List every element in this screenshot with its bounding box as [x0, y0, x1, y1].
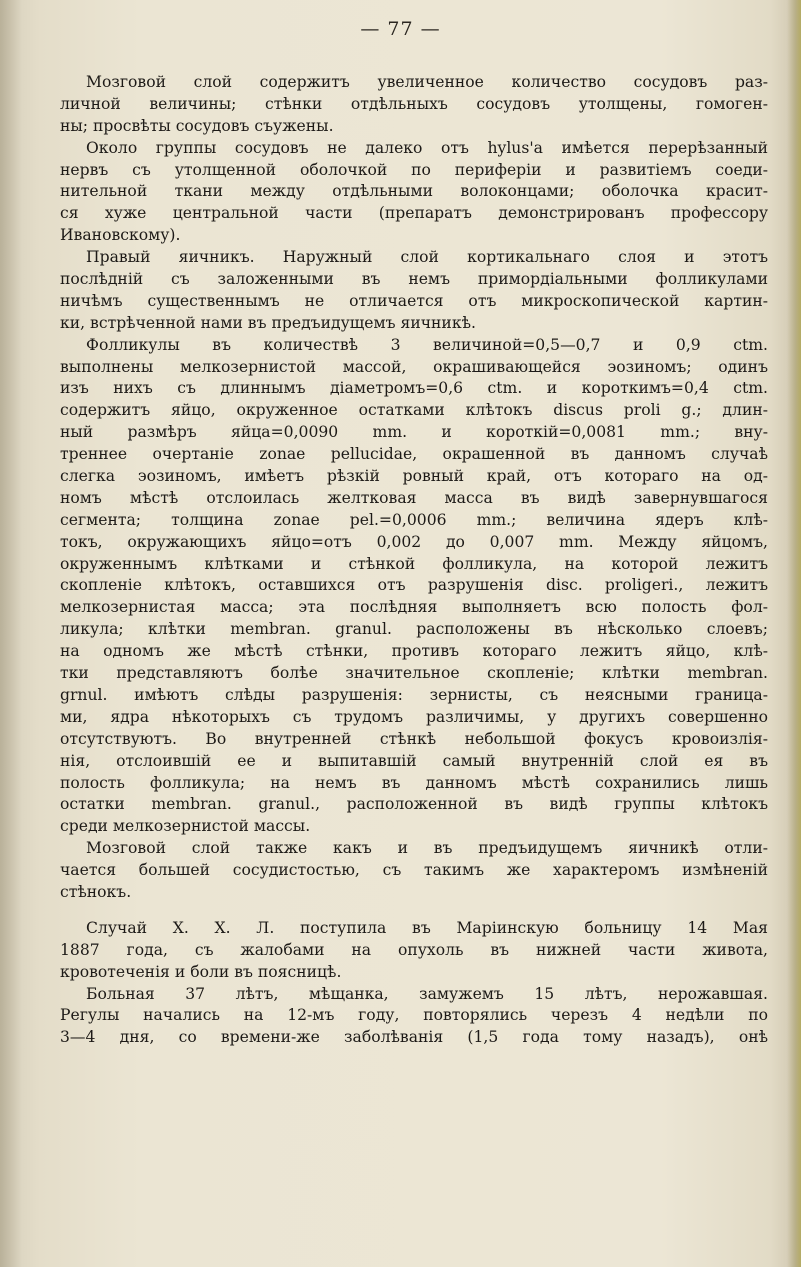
text-line: 1887 года, съ жалобами на опухоль въ нижней части живота,	[60, 940, 768, 959]
paragraph-gap	[60, 904, 768, 918]
text-line: Фолликулы въ количествѣ 3 величиной=0,5—0,7 и 0,9 ctm.	[86, 335, 768, 354]
text-line: ми, ядра нѣкоторыхъ съ трудомъ различимы, у другихъ совершенно	[60, 707, 768, 726]
paragraph	[60, 138, 768, 247]
section-heading-line: Правый яичникъ. Наружный слой кортикальнаго слоя и этотъ	[86, 248, 768, 267]
page-number: — 77 —	[360, 18, 441, 40]
text-line: нервъ съ утолщенной оболочкой по периферіи и развитіемъ соеди-	[60, 160, 768, 179]
text-line: токъ, окружающихъ яйцо=отъ 0,002 до 0,007 mm. Между яйцомъ,	[60, 532, 768, 551]
text-line: кровотеченія и боли въ поясницѣ.	[60, 962, 342, 981]
text-line: треннее очертаніе zonae pellucidae, окрашенной въ данномъ случаѣ	[60, 445, 768, 464]
text-line: чается большей сосудистостью, съ такимъ же характеромъ измѣненій	[60, 861, 768, 880]
text-line: Ивановскому).	[60, 226, 181, 245]
paragraph	[60, 918, 768, 984]
text-line: ликула; клѣтки membran. granul. расположены въ нѣсколько слоевъ;	[60, 620, 768, 639]
text-line: скопленіе клѣтокъ, оставшихся отъ разрушенія disc. proligeri., лежитъ	[60, 576, 768, 595]
paragraph	[60, 247, 768, 335]
paragraph	[60, 335, 768, 838]
text-line: ся хуже центральной части (препаратъ демонстрированъ профессору	[60, 204, 768, 223]
text-line: отсутствуютъ. Во внутренней стѣнкѣ небольшой фокусъ кровоизлія-	[60, 729, 768, 748]
page-shadow-left	[0, 0, 22, 1267]
paragraph	[60, 72, 768, 138]
text-line: изъ нихъ съ длиннымъ діаметромъ=0,6 ctm. и короткимъ=0,4 ctm.	[60, 379, 768, 398]
text-line: 3—4 дня, со времени-же заболѣванія (1,5 года тому назадъ), онѣ	[60, 1028, 768, 1047]
text-line: ны; просвѣты сосудовъ съужены.	[60, 116, 334, 135]
text-line: ничѣмъ существеннымъ не отличается отъ микроскопической картин-	[60, 291, 768, 310]
text-line: ки, встрѣченной нами въ предъидущемъ яичникѣ.	[60, 313, 476, 332]
text-line: содержитъ яйцо, окруженное остатками клѣтокъ discus proli g.; длин-	[60, 401, 768, 420]
text-line: номъ мѣстѣ отслоилась желтковая масса въ видѣ завернувшагося	[60, 488, 768, 507]
text-line: Больная 37 лѣтъ, мѣщанка, замужемъ 15 лѣтъ, нерожавшая.	[86, 984, 768, 1003]
text-line: стѣнокъ.	[60, 882, 132, 901]
text-line: нительной ткани между отдѣльными волоконцами; оболочка красит-	[60, 182, 768, 201]
text-line: выполнены мелкозернистой массой, окрашивающейся эозиномъ; одинъ	[60, 357, 768, 376]
text-line: личной величины; стѣнки отдѣльныхъ сосудовъ утолщены, гомоген-	[60, 94, 768, 113]
text-line: на одномъ же мѣстѣ стѣнки, противъ котораго лежитъ яйцо, клѣ-	[60, 642, 768, 661]
text-line: Около группы сосудовъ не далеко отъ hylus'а имѣется перерѣзанный	[86, 138, 768, 157]
text-line: grnul. имѣютъ слѣды разрушенія: зернисты, съ неясными граница-	[60, 685, 768, 704]
case-heading-line: Случай X. X. Л. поступила въ Маріинскую больницу 14 Мая	[86, 918, 768, 937]
text-line: послѣдній съ заложенными въ немъ примордіальными фолликулами	[60, 270, 768, 289]
text-line: полость фолликула; на немъ въ данномъ мѣстѣ сохранились лишь	[60, 773, 768, 792]
paragraph	[60, 838, 768, 904]
text-line: слегка эозиномъ, имѣетъ рѣзкій ровный край, отъ котораго на од-	[60, 467, 768, 486]
page-shadow-right	[787, 0, 801, 1267]
text-line: Мозговой слой также какъ и въ предъидущемъ яичникѣ отли-	[86, 839, 768, 858]
text-line: остатки membran. granul., расположенной въ видѣ группы клѣтокъ	[60, 795, 768, 814]
text-line: Мозговой слой содержитъ увеличенное количество сосудовъ раз-	[86, 73, 768, 91]
text-line: окруженнымъ клѣтками и стѣнкой фолликула, на которой лежитъ	[60, 554, 768, 573]
text-line: мелкозернистая масса; эта послѣдняя выполняетъ всю полость фол-	[60, 598, 768, 617]
text-line: среди мелкозернистой массы.	[60, 817, 311, 836]
text-line: ный размѣръ яйца=0,0090 mm. и короткій=0,0081 mm.; вну-	[60, 423, 768, 442]
text-line: тки представляютъ болѣе значительное скопленіе; клѣтки membran.	[60, 664, 768, 683]
text-line: нія, отслоившій ее и выпитавшій самый внутренній слой ея въ	[60, 751, 768, 770]
document-body	[60, 72, 768, 1049]
text-line: сегмента; толщина zonae pel.=0,0006 mm.; величина ядеръ клѣ-	[60, 510, 768, 529]
text-line: Регулы начались на 12-мъ году, повторялись черезъ 4 недѣли по	[60, 1006, 768, 1025]
paragraph	[60, 984, 768, 1050]
